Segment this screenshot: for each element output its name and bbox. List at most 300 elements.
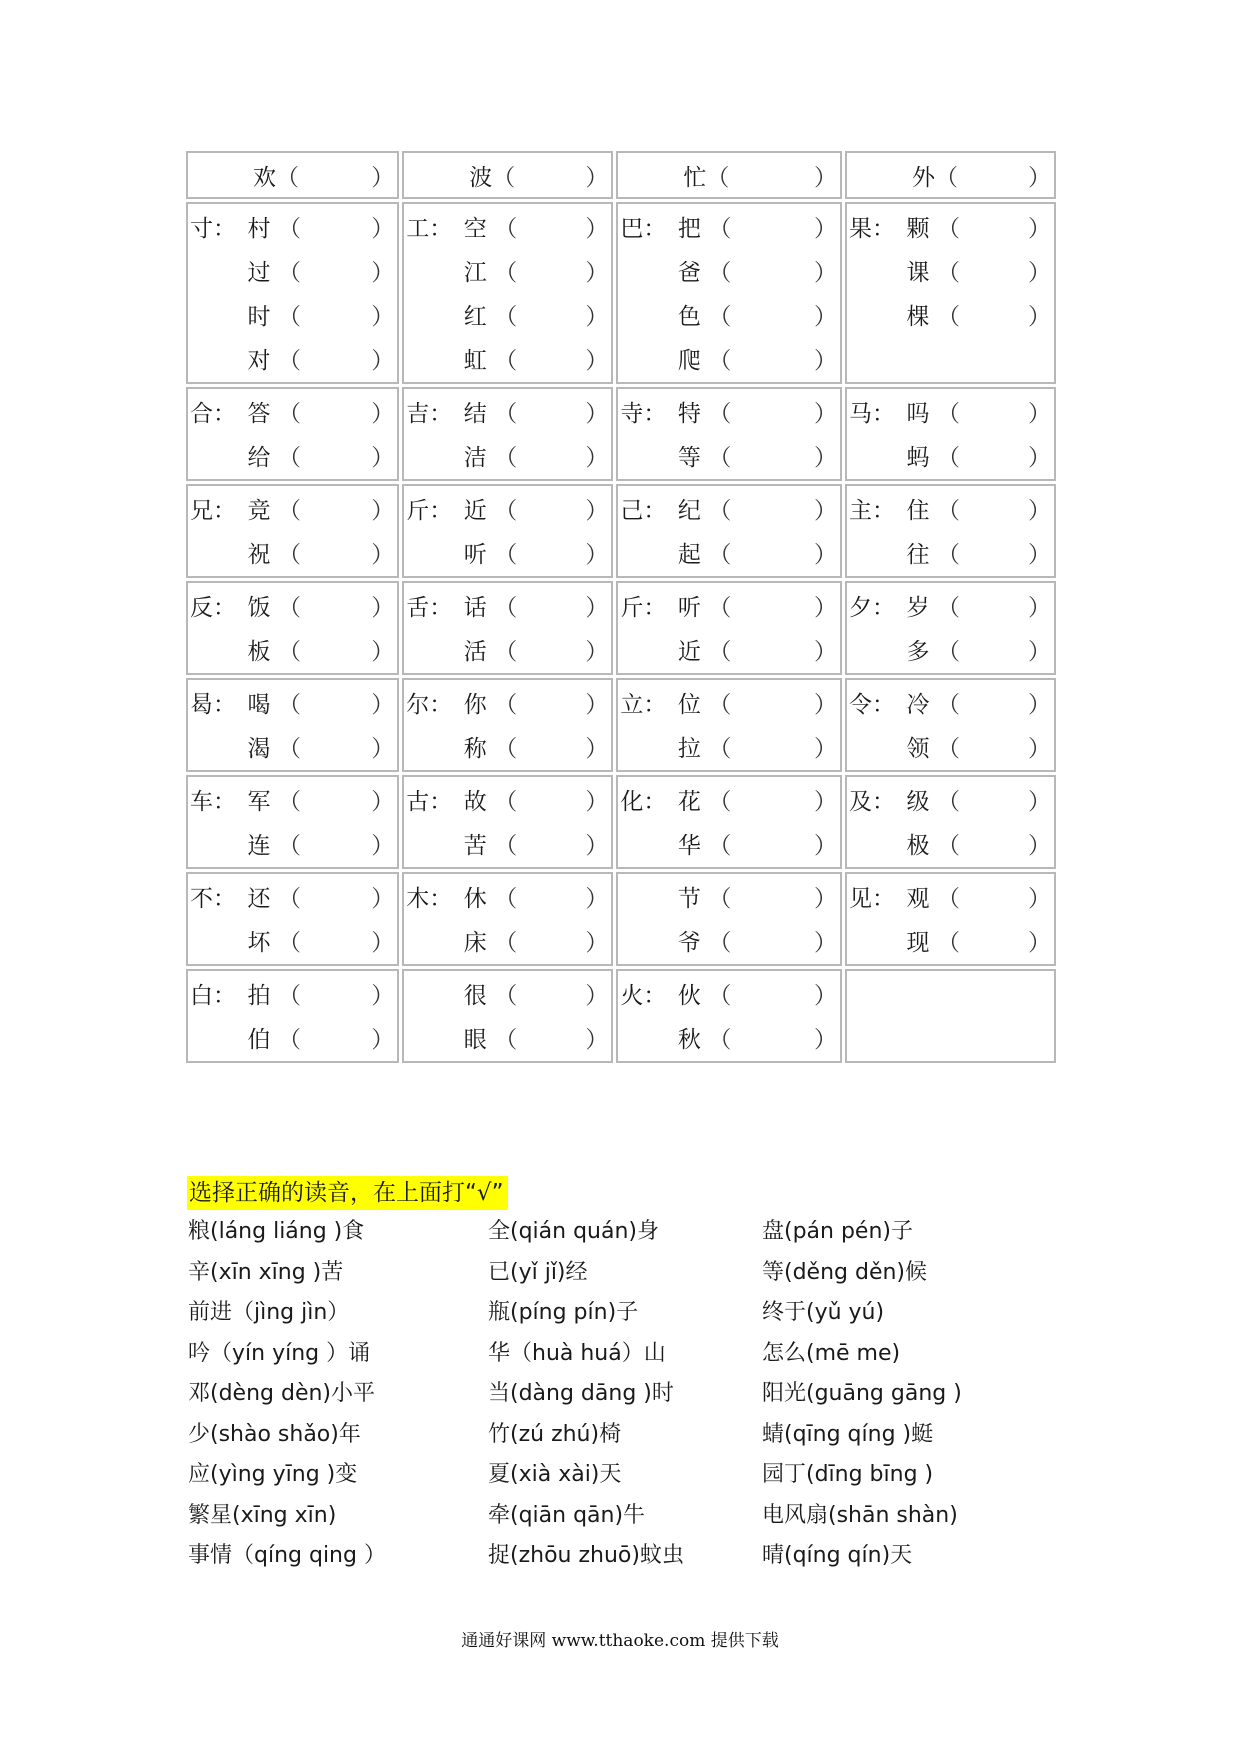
open-paren: （ <box>278 541 301 568</box>
target-char: 给 <box>247 444 271 471</box>
pinyin-choice[interactable]: 园丁(dīng bīng ) <box>762 1462 934 1487</box>
radical-cell <box>616 872 842 966</box>
open-paren: （ <box>278 347 301 374</box>
pinyin-choice[interactable]: 辛(xīn xīng )苦 <box>188 1259 344 1285</box>
target-char: 把 <box>677 215 701 242</box>
target-char: 吗 <box>906 400 930 427</box>
target-char: 喝 <box>247 691 271 718</box>
open-paren: （ <box>278 1026 301 1053</box>
pinyin-choice[interactable]: 电风扇(shān shàn) <box>762 1502 958 1528</box>
target-char: 听 <box>677 594 701 621</box>
pinyin-choice[interactable]: 当(dàng dāng )时 <box>488 1381 674 1406</box>
target-char: 眼 <box>463 1026 487 1053</box>
open-paren: （ <box>494 215 518 242</box>
close-paren: ） <box>813 929 837 956</box>
target-char: 领 <box>906 735 930 762</box>
target-char: 过 <box>247 259 271 286</box>
target-char: 苦 <box>463 832 487 859</box>
close-paren: ） <box>813 594 837 621</box>
close-paren: ） <box>813 347 837 374</box>
pinyin-choice[interactable]: 阳光(guāng gāng ) <box>762 1381 962 1406</box>
target-char: 坏 <box>247 929 271 956</box>
pinyin-choice[interactable]: 瓶(píng pín)子 <box>488 1300 639 1325</box>
close-paren: ） <box>1028 735 1051 762</box>
open-paren: （ <box>936 259 960 286</box>
close-paren: ） <box>813 259 837 286</box>
char-line <box>404 680 611 724</box>
char-line <box>188 389 397 433</box>
char-line <box>618 918 840 962</box>
char-line <box>847 918 1054 962</box>
close-paren: ） <box>1028 788 1051 815</box>
target-char: 特 <box>677 400 701 427</box>
char-line <box>847 530 1054 574</box>
char-line <box>847 486 1054 530</box>
open-paren: （ <box>278 638 301 665</box>
close-paren: ） <box>585 788 609 815</box>
radical-cell <box>402 969 613 1063</box>
close-paren: ） <box>371 929 395 956</box>
close-paren: ） <box>371 594 395 621</box>
open-paren: （ <box>936 444 960 471</box>
pinyin-choice[interactable]: 全(qián quán)身 <box>488 1219 659 1244</box>
target-char: 拍 <box>247 982 271 1009</box>
pinyin-choice[interactable]: 夏(xià xài)天 <box>488 1462 622 1487</box>
radical-label: 舌： <box>406 594 453 621</box>
target-char: 纪 <box>677 497 701 524</box>
target-char: 级 <box>906 788 930 815</box>
target-char: 军 <box>247 788 271 815</box>
target-char: 连 <box>247 832 271 859</box>
radical-label: 果： <box>848 215 895 242</box>
radical-cell <box>186 202 399 384</box>
header-cell: 波 （ ） <box>402 151 613 199</box>
char-line <box>188 336 397 380</box>
char-line <box>188 821 397 865</box>
header-char: 欢 <box>253 164 276 191</box>
close-paren: ） <box>585 303 609 330</box>
open-paren: （ <box>494 638 518 665</box>
close-paren: ） <box>813 788 837 815</box>
open-paren: （ <box>708 303 732 330</box>
close-paren: ） <box>585 541 609 568</box>
close-paren: ） <box>813 444 837 471</box>
pinyin-choice[interactable]: 已(yǐ jǐ)经 <box>488 1259 588 1285</box>
open-paren: （ <box>494 444 518 471</box>
target-char: 观 <box>906 885 930 912</box>
char-line <box>188 680 397 724</box>
open-paren: （ <box>494 303 518 330</box>
char-line <box>618 724 840 768</box>
pinyin-choice[interactable]: 邓(dèng dèn)小平 <box>188 1381 376 1406</box>
target-char: 渴 <box>247 735 271 762</box>
radical-row <box>186 484 1056 578</box>
target-char: 结 <box>463 400 487 427</box>
char-line <box>618 777 840 821</box>
radical-cell <box>186 484 399 578</box>
target-char: 伯 <box>247 1026 271 1053</box>
char-line <box>618 971 840 1015</box>
char-line <box>188 204 397 248</box>
radical-cell <box>186 872 399 966</box>
open-paren: （ <box>494 1026 518 1053</box>
pinyin-choice[interactable]: 捉(zhōu zhuō)蚊虫 <box>488 1543 684 1568</box>
open-paren: （ <box>708 885 732 912</box>
radical-cell <box>845 678 1056 772</box>
pinyin-row <box>188 1253 1048 1294</box>
target-char: 住 <box>906 497 930 524</box>
pinyin-choice[interactable]: 终于(yǔ yú) <box>762 1300 885 1325</box>
radical-cell <box>845 387 1056 481</box>
char-line <box>188 918 397 962</box>
pinyin-choice[interactable]: 少(shào shǎo)年 <box>188 1421 361 1447</box>
pinyin-choice[interactable]: 华（huà huá）山 <box>488 1340 666 1366</box>
pinyin-choice[interactable]: 繁星(xīng xīn) <box>188 1502 337 1528</box>
radical-label: 工： <box>406 215 453 242</box>
open-paren: （ <box>936 497 960 524</box>
radical-rows <box>186 202 1056 1063</box>
close-paren: ） <box>813 982 837 1009</box>
target-char: 活 <box>463 638 487 665</box>
radical-label: 斤： <box>620 594 667 621</box>
header-char: 外 <box>911 164 935 191</box>
char-line <box>847 433 1054 477</box>
target-char: 板 <box>247 638 271 665</box>
radical-row <box>186 678 1056 772</box>
close-paren: ） <box>813 1026 837 1053</box>
open-paren: （ <box>708 347 732 374</box>
radical-label: 白： <box>190 982 236 1009</box>
target-char: 起 <box>677 541 701 568</box>
open-paren: （ <box>278 400 301 427</box>
char-line <box>618 1015 840 1059</box>
pinyin-choice[interactable]: 怎么(mē me) <box>762 1340 901 1366</box>
char-line <box>847 292 1054 336</box>
open-paren: （ <box>494 929 518 956</box>
radical-label: 化： <box>620 788 667 815</box>
open-paren: （ <box>494 259 518 286</box>
target-char: 现 <box>906 929 930 956</box>
header-row <box>186 151 1056 199</box>
char-line <box>404 627 611 671</box>
close-paren: ） <box>813 735 837 762</box>
char-line <box>188 1015 397 1059</box>
char-line <box>188 292 397 336</box>
char-line <box>404 389 611 433</box>
pinyin-row <box>188 1415 1048 1456</box>
open-paren: （ <box>278 215 301 242</box>
char-line <box>188 777 397 821</box>
open-paren: （ <box>936 929 960 956</box>
close-paren: ） <box>585 885 609 912</box>
radical-label: 斤： <box>406 497 453 524</box>
open-paren: （ <box>494 347 518 374</box>
pinyin-choice[interactable]: 竹(zú zhú)椅 <box>488 1421 622 1447</box>
radical-cell <box>845 872 1056 966</box>
pinyin-choice-list <box>188 1212 1048 1577</box>
close-paren: ） <box>371 259 395 286</box>
radical-row <box>186 581 1056 675</box>
target-char: 蚂 <box>906 444 930 471</box>
char-line <box>188 724 397 768</box>
radical-cell <box>402 678 613 772</box>
close-paren: ） <box>371 982 395 1009</box>
target-char: 伙 <box>677 982 701 1009</box>
target-char: 近 <box>677 638 701 665</box>
radical-label: 立： <box>620 691 667 718</box>
close-paren: ） <box>1028 303 1051 330</box>
target-char: 竞 <box>247 497 271 524</box>
char-line <box>188 627 397 671</box>
char-line <box>404 724 611 768</box>
char-line <box>847 724 1054 768</box>
radical-label: 马： <box>848 400 895 427</box>
radical-row <box>186 872 1056 966</box>
target-char: 华 <box>677 832 701 859</box>
target-char: 话 <box>463 594 487 621</box>
char-line <box>404 583 611 627</box>
target-char: 祝 <box>247 541 271 568</box>
pinyin-choice[interactable]: 吟（yín yíng ）诵 <box>188 1340 371 1366</box>
open-paren: （ <box>708 541 732 568</box>
open-paren: （ <box>708 259 732 286</box>
radical-row <box>186 387 1056 481</box>
open-paren: （ <box>936 691 960 718</box>
close-paren: ） <box>585 594 609 621</box>
pinyin-choice[interactable]: 前进（jìng jìn） <box>188 1300 350 1325</box>
close-paren: ） <box>813 691 837 718</box>
target-char: 红 <box>463 303 487 330</box>
char-line <box>847 627 1054 671</box>
pinyin-choice[interactable]: 等(děng děn)候 <box>762 1259 928 1285</box>
radical-label: 巴： <box>620 215 667 242</box>
radical-cell <box>402 775 613 869</box>
open-paren: （ <box>708 400 732 427</box>
target-char: 冷 <box>906 691 930 718</box>
open-paren: （ <box>494 788 518 815</box>
close-paren: ） <box>371 215 395 242</box>
target-char: 等 <box>677 444 701 471</box>
close-paren: ） <box>585 832 609 859</box>
open-paren: （ <box>278 259 301 286</box>
char-line <box>847 821 1054 865</box>
pinyin-choice[interactable]: 盘(pán pén)子 <box>762 1219 913 1244</box>
target-char: 爸 <box>677 259 701 286</box>
radical-cell <box>845 775 1056 869</box>
open-paren: （ <box>494 691 518 718</box>
close-paren: ） <box>371 1026 395 1053</box>
close-paren: ） <box>813 638 837 665</box>
radical-cell <box>402 581 613 675</box>
pinyin-choice[interactable]: 晴(qíng qín)天 <box>762 1543 913 1568</box>
char-line <box>404 821 611 865</box>
target-char: 秋 <box>677 1026 701 1053</box>
open-paren: （ <box>708 691 732 718</box>
open-paren: （ <box>278 788 301 815</box>
close-paren: ） <box>585 638 609 665</box>
open-paren: （ <box>936 735 960 762</box>
pinyin-choice[interactable]: 牵(qiān qān)牛 <box>488 1502 646 1528</box>
target-char: 村 <box>247 215 271 242</box>
radical-cell <box>186 775 399 869</box>
close-paren: ） <box>813 497 837 524</box>
open-paren: （ <box>278 982 301 1009</box>
target-char: 很 <box>463 982 487 1009</box>
open-paren: （ <box>278 303 301 330</box>
radical-label: 反： <box>190 594 236 621</box>
target-char: 对 <box>247 347 271 374</box>
close-paren: ） <box>585 929 609 956</box>
target-char: 多 <box>906 638 930 665</box>
close-paren: ） <box>813 215 837 242</box>
close-paren: ） <box>1028 594 1051 621</box>
close-paren: ） <box>1028 832 1051 859</box>
pinyin-row <box>188 1212 1048 1253</box>
close-paren: ） <box>371 638 395 665</box>
char-line <box>618 248 840 292</box>
close-paren: ） <box>1028 885 1051 912</box>
close-paren: ） <box>1028 691 1051 718</box>
pinyin-row <box>188 1293 1048 1334</box>
char-line <box>404 204 611 248</box>
open-paren: （ <box>494 735 518 762</box>
close-paren: ） <box>813 541 837 568</box>
char-line <box>188 433 397 477</box>
close-paren: ） <box>1028 444 1051 471</box>
open-paren: （ <box>708 444 732 471</box>
target-char: 洁 <box>463 444 487 471</box>
char-line <box>404 530 611 574</box>
radical-row <box>186 775 1056 869</box>
open-paren: （ <box>936 303 960 330</box>
char-line <box>188 530 397 574</box>
char-line <box>618 204 840 248</box>
char-line <box>618 627 840 671</box>
pinyin-row <box>188 1374 1048 1415</box>
char-line <box>404 918 611 962</box>
char-line <box>618 336 840 380</box>
target-char: 休 <box>463 885 487 912</box>
char-line <box>618 292 840 336</box>
open-paren: （ <box>708 788 732 815</box>
char-line <box>618 530 840 574</box>
close-paren: ） <box>1028 215 1051 242</box>
char-line <box>847 583 1054 627</box>
radical-label: 曷： <box>190 691 236 718</box>
open-paren: （ <box>708 832 732 859</box>
radical-label: 不： <box>190 885 236 912</box>
close-paren: ） <box>1028 400 1051 427</box>
close-paren: ） <box>1028 497 1051 524</box>
open-paren: （ <box>278 691 301 718</box>
radical-cell <box>616 775 842 869</box>
pinyin-choice[interactable]: 应(yìng yīng )变 <box>188 1462 358 1487</box>
open-paren: （ <box>278 735 301 762</box>
open-paren: （ <box>278 885 301 912</box>
close-paren: ） <box>585 497 609 524</box>
radical-cell <box>186 581 399 675</box>
open-paren: （ <box>708 929 732 956</box>
header-cell: 外 （ ） <box>845 151 1056 199</box>
pinyin-row <box>188 1455 1048 1496</box>
close-paren: ） <box>371 400 395 427</box>
close-paren: ） <box>813 885 837 912</box>
close-paren: ） <box>371 541 395 568</box>
close-paren: ） <box>371 832 395 859</box>
char-line <box>847 204 1054 248</box>
pinyin-choice[interactable]: 蜻(qīng qíng )蜓 <box>762 1421 934 1447</box>
radical-label: 尔： <box>406 691 453 718</box>
open-paren: （ <box>936 541 960 568</box>
radical-label: 己： <box>620 497 667 524</box>
close-paren: ） <box>585 735 609 762</box>
char-line <box>847 680 1054 724</box>
pinyin-choice[interactable]: 事情（qíng qing ） <box>188 1543 386 1568</box>
radical-cell <box>186 387 399 481</box>
close-paren: ） <box>371 735 395 762</box>
target-char: 位 <box>677 691 701 718</box>
target-char: 爷 <box>677 929 701 956</box>
radical-cell <box>845 969 1056 1063</box>
open-paren: （ <box>708 982 732 1009</box>
close-paren: ） <box>1028 541 1051 568</box>
close-paren: ） <box>371 691 395 718</box>
radical-cell <box>186 678 399 772</box>
radical-cell <box>616 202 842 384</box>
char-line <box>188 874 397 918</box>
radical-cell <box>845 581 1056 675</box>
open-paren: （ <box>936 885 960 912</box>
open-paren: （ <box>936 788 960 815</box>
footer-credit: 通通好课网 www.tthaoke.com 提供下载 <box>461 1631 779 1651</box>
target-char: 岁 <box>906 594 930 621</box>
open-paren: （ <box>708 1026 732 1053</box>
radical-label: 兄： <box>190 497 236 524</box>
char-line <box>404 971 611 1015</box>
target-char: 江 <box>463 259 487 286</box>
radical-row <box>186 969 1056 1063</box>
radical-cell <box>616 678 842 772</box>
char-line <box>847 389 1054 433</box>
close-paren: ） <box>585 347 609 374</box>
open-paren: （ <box>278 444 301 471</box>
open-paren: （ <box>494 594 518 621</box>
open-paren: （ <box>708 735 732 762</box>
char-line <box>618 433 840 477</box>
radical-cell <box>186 969 399 1063</box>
target-char: 拉 <box>677 735 701 762</box>
target-char: 答 <box>247 400 271 427</box>
char-line <box>188 248 397 292</box>
close-paren: ） <box>371 303 395 330</box>
pinyin-choice[interactable]: 粮(láng liáng )食 <box>188 1219 365 1244</box>
close-paren: ） <box>371 347 395 374</box>
radical-cell <box>616 484 842 578</box>
open-paren: （ <box>278 594 301 621</box>
pinyin-row <box>188 1334 1048 1375</box>
target-char: 花 <box>677 788 701 815</box>
header-cell: 欢 （ ） <box>186 151 399 199</box>
open-paren: （ <box>494 400 518 427</box>
char-line <box>188 583 397 627</box>
close-paren: ） <box>1028 929 1051 956</box>
target-char: 虹 <box>463 347 487 374</box>
radical-label: 吉： <box>406 400 453 427</box>
target-char: 你 <box>463 691 487 718</box>
radical-cell <box>845 202 1056 384</box>
section-title: 选择正确的读音，在上面打“√” <box>187 1176 508 1210</box>
char-line <box>618 680 840 724</box>
